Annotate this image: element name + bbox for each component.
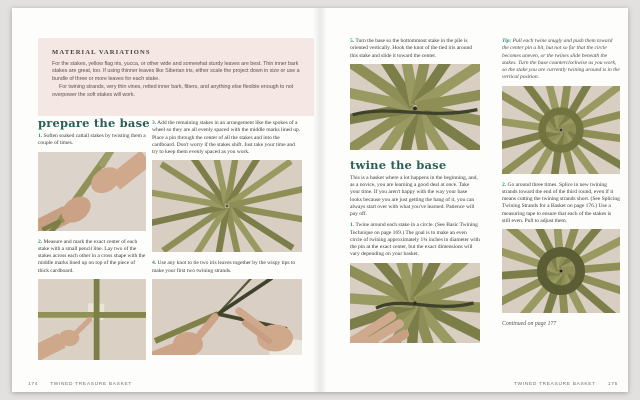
continued-note: Continued on page 177 — [502, 321, 557, 328]
photo-hooked-iris-closeup-image — [350, 64, 480, 150]
twine-step-2-text — [502, 182, 620, 226]
step-3-number: 3. — [152, 120, 157, 126]
photo-twining-with-hand-image — [350, 263, 480, 343]
photo-starburst-base-image — [152, 160, 302, 252]
photo-twisting-stake-image — [38, 152, 146, 231]
footer-title-right: TWINED TREASURE BASKET — [513, 382, 596, 387]
photo-twined-circle-three-rounds — [502, 229, 620, 313]
twine-step-1-body: Twine around each stake in a circle. (See Basic Twining Technique on page 169.) The goal is to make an even circle of twining approximately 1¾ inches in diameter with the pin at the exact center, but the exact dimensions will vary depending on your basket. — [350, 222, 480, 258]
step-4-number: 4. — [152, 260, 157, 267]
photo-tying-knot-image — [152, 279, 302, 355]
material-variations-para1: For the stakes, yellow flag iris, yucca, or other wide and somewhat sturdy leaves are best. Thin inner bark stakes are great, too. If using thinner leaves like Siberian iris, either scale the project down in size or use a bundle of three or more leaves for each stake. — [52, 61, 300, 82]
book-spread — [12, 8, 628, 392]
tip-body: Pull each twine snugly and push them toward the center pin a bit, but not so far that the circle becomes uneven, or the twines slide beneath the stakes. Turn the base counterclockwise as you work, so the stake you are currently twining around is in the vertical position. — [502, 38, 620, 81]
twine-step-1-number: 1. — [350, 222, 355, 229]
step-3-text — [152, 120, 302, 156]
footer-title-left: TWINED TREASURE BASKET — [50, 382, 133, 387]
right-page-column-2 — [502, 38, 620, 333]
twine-step-2-body: Go around three times. Splice in new twining strands toward the end of the third round, even if it means cutting the twining strands short. (See Splicing Twining Strands for a Basket on page 176.) Use a measuring tape to ensure that each of the stakes is still even. Pull to adjust them. — [502, 181, 620, 224]
twine-step-2-number: 2. — [502, 181, 507, 188]
book-spine-shadow — [313, 8, 327, 392]
photo-twining-with-hand — [350, 263, 480, 343]
section-heading-prepare-the-base: prepare the base — [38, 116, 150, 130]
step-1-body: Soften soaked cattail stakes by twisting them a couple of times. — [38, 133, 146, 147]
step-2-body: Measure and mark the exact center of each stake with a small pencil line. Lay two of the stakes across each other in a cross shape with the middle marks lined up on top of the piece of thick cardboard. — [38, 238, 146, 274]
tip-label: Tip: — [502, 38, 512, 44]
photo-cross-stakes-image — [38, 279, 146, 360]
twine-intro-text: This is a basket where a lot happens in the beginning, and, as a novice, you are learning a good deal at once. Take your time. If you aren't happy with the way your base looks because you are just getting the hang of it, you can always start over with what you've learned. Patience will pay off. — [350, 174, 478, 218]
step-5-body: Turn the base so the bottommost stake in the pile is oriented vertically. Hook the knot of the tied iris around this stake and slide it toward the center. — [350, 38, 472, 59]
step-1-number: 1. — [38, 133, 43, 139]
photo-twined-circle-three-rounds-image — [502, 229, 620, 313]
material-variations-para2: For twining strands, very thin vines, retted inner bark, fibers, and anything else flexible enough to not overpower the soft stakes will work. — [52, 84, 294, 98]
photo-tying-knot — [152, 279, 302, 355]
tip-text — [502, 38, 620, 82]
step-3-body: Add the remaining stakes in an arrangement like the spokes of a wheel so they are all evenly spaced with the middle marks lined up. Place a pin through the center of all the stakes and into the cardboard. Don't worry if the stakes shift. Just take your time and try to keep them evenly spaced as you work. — [152, 120, 301, 156]
photo-twined-circle-round-one — [502, 86, 620, 174]
photo-starburst-base — [152, 160, 302, 252]
step-2-text — [38, 239, 146, 275]
photo-twisting-stake — [38, 152, 146, 231]
left-page-column-1 — [38, 116, 150, 368]
step-5-number: 5. — [350, 38, 355, 44]
step-5-text — [350, 38, 480, 60]
step-4-body: Use any knot to tie two iris leaves together by the wispy tips to make your first two twining strands. — [152, 260, 296, 274]
material-variations-box — [38, 38, 314, 116]
twine-step-1-text — [350, 222, 480, 258]
step-2-number: 2. — [38, 238, 43, 245]
step-4-text — [152, 260, 302, 275]
photo-hooked-iris-closeup — [350, 64, 480, 150]
material-variations-title: MATERIAL VARIATIONS — [52, 49, 151, 56]
page-number-right: 175 — [607, 382, 618, 387]
step-1-text — [38, 133, 146, 148]
page-number-left: 174 — [28, 382, 39, 387]
photo-cross-stakes — [38, 279, 146, 360]
photo-twined-circle-round-one-image — [502, 86, 620, 174]
section-heading-twine-the-base: twine the base — [350, 157, 447, 172]
footer-right — [514, 382, 618, 387]
left-page-column-2 — [152, 120, 302, 363]
right-page-column-1 — [350, 38, 480, 351]
footer-left — [28, 382, 132, 387]
